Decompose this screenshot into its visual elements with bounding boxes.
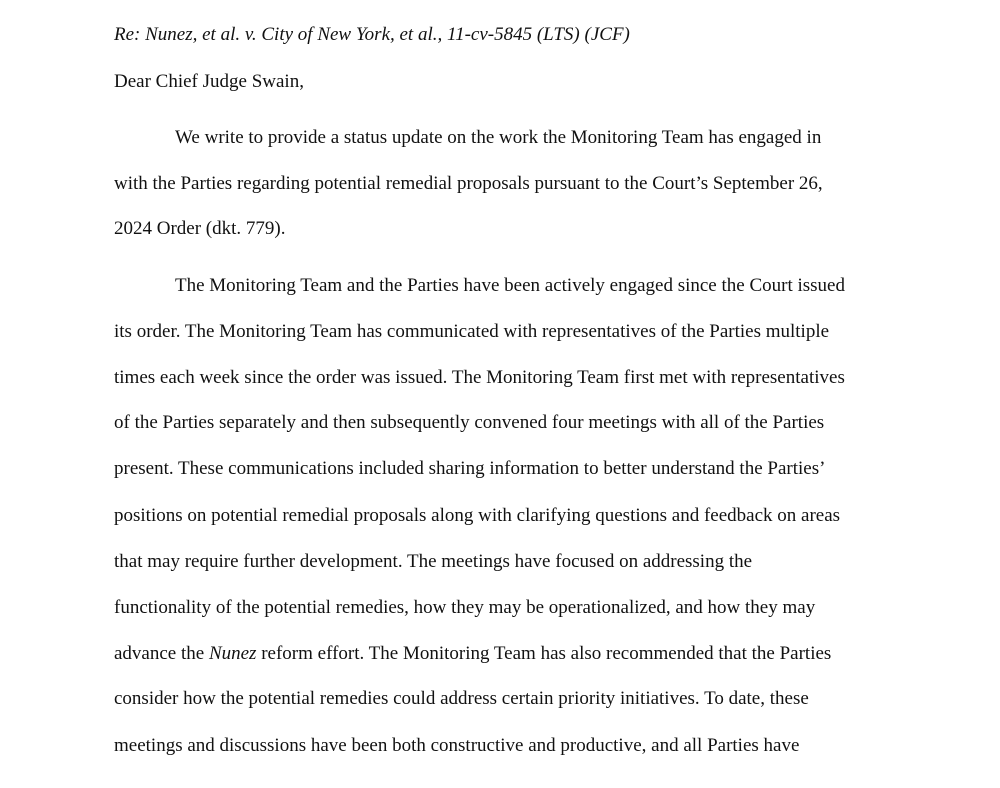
paragraph-2-line-1: The Monitoring Team and the Parties have been actively engaged since the Court issued — [175, 275, 845, 296]
case-reference-line: Re: Nunez, et al. v. City of New York, et al., 11-cv-5845 (LTS) (JCF) — [114, 24, 630, 45]
paragraph-2-line-10: consider how the potential remedies could address certain priority initiatives. To date, these — [114, 688, 809, 709]
line-9-suffix: reform effort. The Monitoring Team has also recommended that the Parties — [256, 643, 832, 664]
paragraph-1-line-3: 2024 Order (dkt. 779). — [114, 218, 286, 239]
paragraph-2-line-2: its order. The Monitoring Team has communicated with representatives of the Parties multiple — [114, 321, 830, 342]
paragraph-2-line-3: times each week since the order was issued. The Monitoring Team first met with representatives — [114, 367, 845, 388]
paragraph-2-line-11: meetings and discussions have been both constructive and productive, and all Parties have — [114, 735, 800, 756]
case-name-italic: Nunez — [208, 643, 257, 664]
paragraph-2-line-8: functionality of the potential remedies, how they may be operationalized, and how they may — [114, 597, 816, 618]
paragraph-2-line-7: that may require further development. The meetings have focused on addressing the — [114, 551, 753, 572]
paragraph-2-line-4: of the Parties separately and then subsequently convened four meetings with all of the Parties — [114, 412, 825, 433]
salutation: Dear Chief Judge Swain, — [114, 71, 304, 92]
paragraph-2-line-9 — [114, 644, 831, 663]
paragraph-2-line-5: present. These communications included sharing information to better understand the Parties’ — [114, 458, 826, 479]
line-9-prefix: advance the — [114, 643, 209, 664]
paragraph-1-line-2: with the Parties regarding potential remedial proposals pursuant to the Court’s September 26, — [114, 173, 823, 194]
paragraph-1-line-1: We write to provide a status update on the work the Monitoring Team has engaged in — [175, 127, 822, 148]
paragraph-2-line-6: positions on potential remedial proposals along with clarifying questions and feedback on areas — [114, 505, 841, 526]
